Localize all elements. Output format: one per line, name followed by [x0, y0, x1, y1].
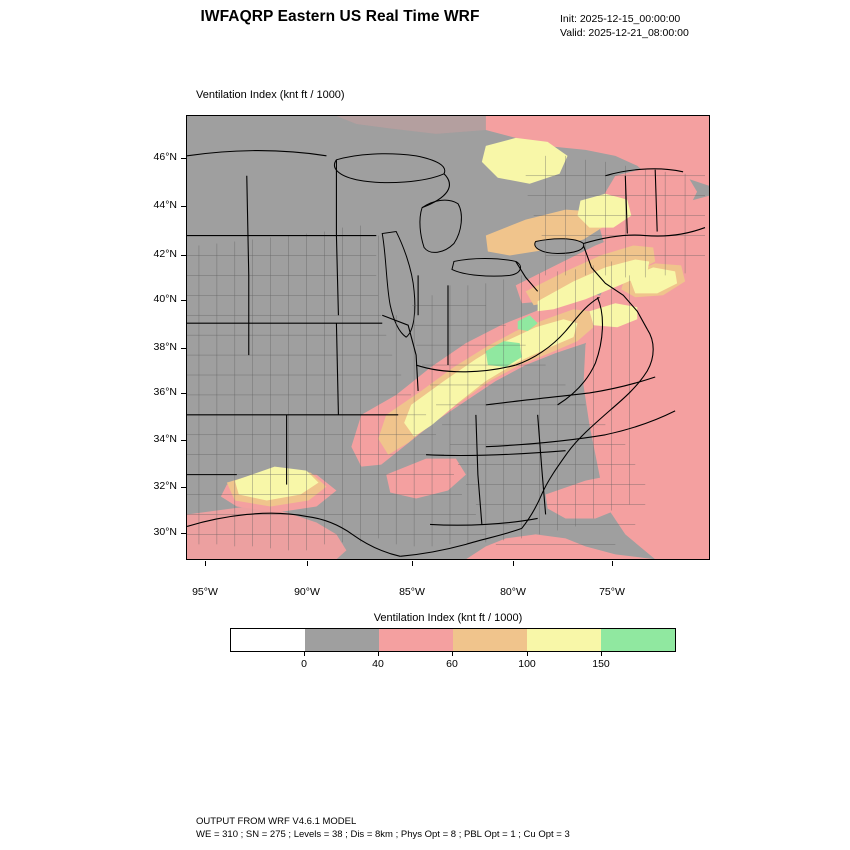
model-output-footer	[196, 815, 570, 841]
y-tick-label: 40°N	[153, 293, 177, 305]
valid-time: Valid: 2025-12-21_08:00:00	[560, 27, 689, 39]
colorbar-tick	[378, 652, 379, 656]
y-tick	[181, 158, 186, 159]
x-tick-label: 90°W	[294, 586, 320, 598]
y-tick	[181, 206, 186, 207]
x-tick-label: 75°W	[599, 586, 625, 598]
colorbar-ticks	[230, 652, 676, 674]
footer-line-1: OUTPUT FROM WRF V4.6.1 MODEL	[196, 816, 357, 827]
x-tick-label: 95°W	[192, 586, 218, 598]
x-tick	[612, 561, 613, 566]
colorbar-tick	[527, 652, 528, 656]
y-tick	[181, 440, 186, 441]
x-tick	[307, 561, 308, 566]
y-tick	[181, 393, 186, 394]
colorbar-tick-label: 0	[301, 658, 307, 670]
init-valid-times	[560, 12, 689, 40]
init-time: Init: 2025-12-15_00:00:00	[560, 13, 681, 25]
y-tick-label: 32°N	[153, 480, 177, 492]
colorbar-swatch-5	[601, 629, 675, 651]
colorbar-tick-label: 40	[372, 658, 384, 670]
y-tick-label: 46°N	[153, 151, 177, 163]
colorbar-swatch-4	[527, 629, 601, 651]
colorbar-title: Ventilation Index (knt ft / 1000)	[373, 612, 523, 624]
y-tick	[181, 255, 186, 256]
footer-line-2: WE = 310 ; SN = 275 ; Levels = 38 ; Dis = 8km ; Phys Opt = 8 ; PBL Opt = 1 ; Cu Opt = 3	[196, 829, 570, 840]
colorbar-swatch-3	[453, 629, 527, 651]
y-tick	[181, 300, 186, 301]
colorbar-tick-label: 100	[518, 658, 536, 670]
y-tick	[181, 348, 186, 349]
page-title: IWFAQRP Eastern US Real Time WRF	[200, 8, 480, 25]
colorbar-tick	[304, 652, 305, 656]
x-tick	[513, 561, 514, 566]
y-tick-label: 30°N	[153, 526, 177, 538]
y-tick-label: 38°N	[153, 341, 177, 353]
plot-variable-label: Ventilation Index (knt ft / 1000)	[196, 89, 345, 101]
y-tick-label: 36°N	[153, 386, 177, 398]
colorbar	[230, 628, 676, 652]
x-tick-label: 85°W	[399, 586, 425, 598]
x-tick-label: 80°W	[500, 586, 526, 598]
y-tick	[181, 487, 186, 488]
x-tick	[205, 561, 206, 566]
colorbar-swatch-0	[231, 629, 305, 651]
x-tick	[412, 561, 413, 566]
colorbar-tick	[601, 652, 602, 656]
y-tick-label: 42°N	[153, 248, 177, 260]
y-tick	[181, 533, 186, 534]
colorbar-tick	[452, 652, 453, 656]
colorbar-tick-label: 60	[446, 658, 458, 670]
colorbar-tick-label: 150	[592, 658, 610, 670]
ventilation-index-field	[187, 116, 709, 559]
y-tick-label: 34°N	[153, 433, 177, 445]
colorbar-swatch-1	[305, 629, 379, 651]
colorbar-swatch-2	[379, 629, 453, 651]
y-tick-label: 44°N	[153, 199, 177, 211]
map-plot-area	[186, 115, 710, 560]
